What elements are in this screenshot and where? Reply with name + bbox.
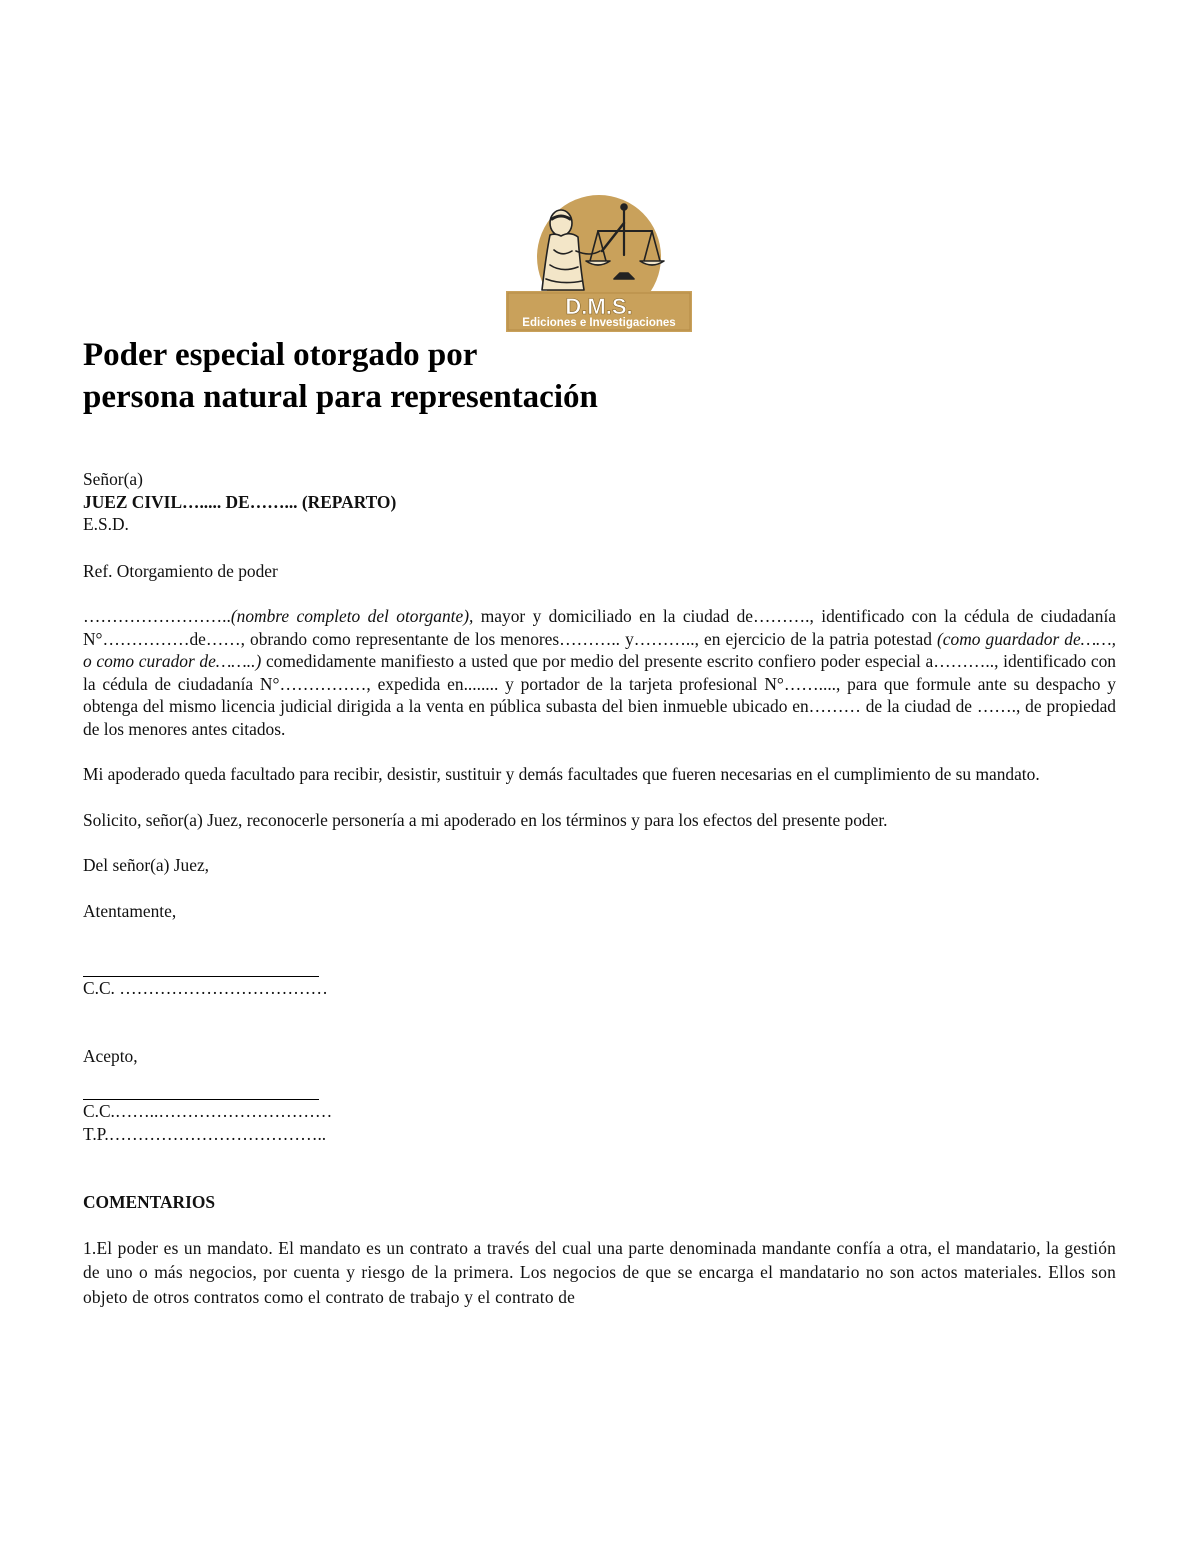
signature-block-grantor: [83, 976, 1116, 1000]
reference-line: Ref. Otorgamiento de poder: [83, 560, 278, 581]
guardian-note: (como guardador de……, o como curador de……..): [83, 628, 1116, 671]
salutation: Señor(a): [83, 469, 143, 489]
attorney-cc: C.C.……..…………………………: [83, 1101, 333, 1121]
dms-logo: [506, 195, 692, 332]
closing-regards: Atentamente,: [83, 900, 177, 921]
grantor-dots: ……………………..: [83, 606, 231, 626]
signature-block-attorney: [83, 1099, 1116, 1145]
esd-line: E.S.D.: [83, 514, 129, 534]
comments-heading: COMENTARIOS: [83, 1192, 216, 1212]
logo-tagline: Ediciones e Investigaciones: [522, 317, 676, 329]
title-line-2: persona natural para representación: [83, 379, 598, 415]
body-paragraph-1: [83, 605, 1116, 740]
judge-line: JUEZ CIVIL…..... DE……... (REPARTO): [83, 491, 397, 512]
comments-paragraph-1: 1.El poder es un mandato. El mandato es un contrato a través del cual una parte denominada mandante confía a otra, el mandatario, la gestión de uno o más negocios, por cuenta y riesgo de la primera. Los negocios de que se encarga el mandatario no son actos materiales. Ellos son objeto de otros contratos como el contrato de trabajo y el contrato de: [83, 1237, 1116, 1307]
logo-brand: D.M.S.: [565, 294, 633, 319]
attorney-tp: T.P.………………………………..: [83, 1123, 327, 1144]
addressee-block: [83, 468, 1116, 536]
body-paragraph-2: Mi apoderado queda facultado para recibir, desistir, sustituir y demás facultades que fueren necesarias en el cumplimiento de su mandato.: [83, 764, 1040, 784]
closing-salutation: Del señor(a) Juez,: [83, 855, 210, 875]
grantor-name-note: (nombre completo del otorgante),: [230, 606, 474, 626]
title-line-1: Poder especial otorgado por: [83, 337, 478, 373]
justice-scale-icon: [506, 195, 692, 332]
body-paragraph-3: Solicito, señor(a) Juez, reconocerle personería a mi apoderado en los términos y para los efectos del presente poder.: [83, 809, 888, 830]
p1-text-1: mayor y domiciliado en la ciudad de………., identificado con la cédula de ciudadanía N°……………de……, obrando como representante de los menores……….. y……….., en ejercicio de la patria potestad: [83, 606, 1116, 649]
grantor-cc: C.C. ………………………………: [83, 978, 328, 998]
p1-text-2: comedidamente manifiesto a usted que por medio del presente escrito confiero poder especial a……….., identificado con la cédula de ciudadanía N°……………, expedida en........ y portador de la tarjeta profesional N°……...., para que formule ante su despacho y obtenga del mismo licencia judicial dirigida a la venta en pública subasta del bien inmueble ubicado en……… de la ciudad de ……., de propiedad de los menores antes citados.: [83, 651, 1116, 739]
document-content: [83, 334, 1116, 1309]
accept-label: Acepto,: [83, 1045, 138, 1066]
document-title: [83, 334, 1116, 418]
